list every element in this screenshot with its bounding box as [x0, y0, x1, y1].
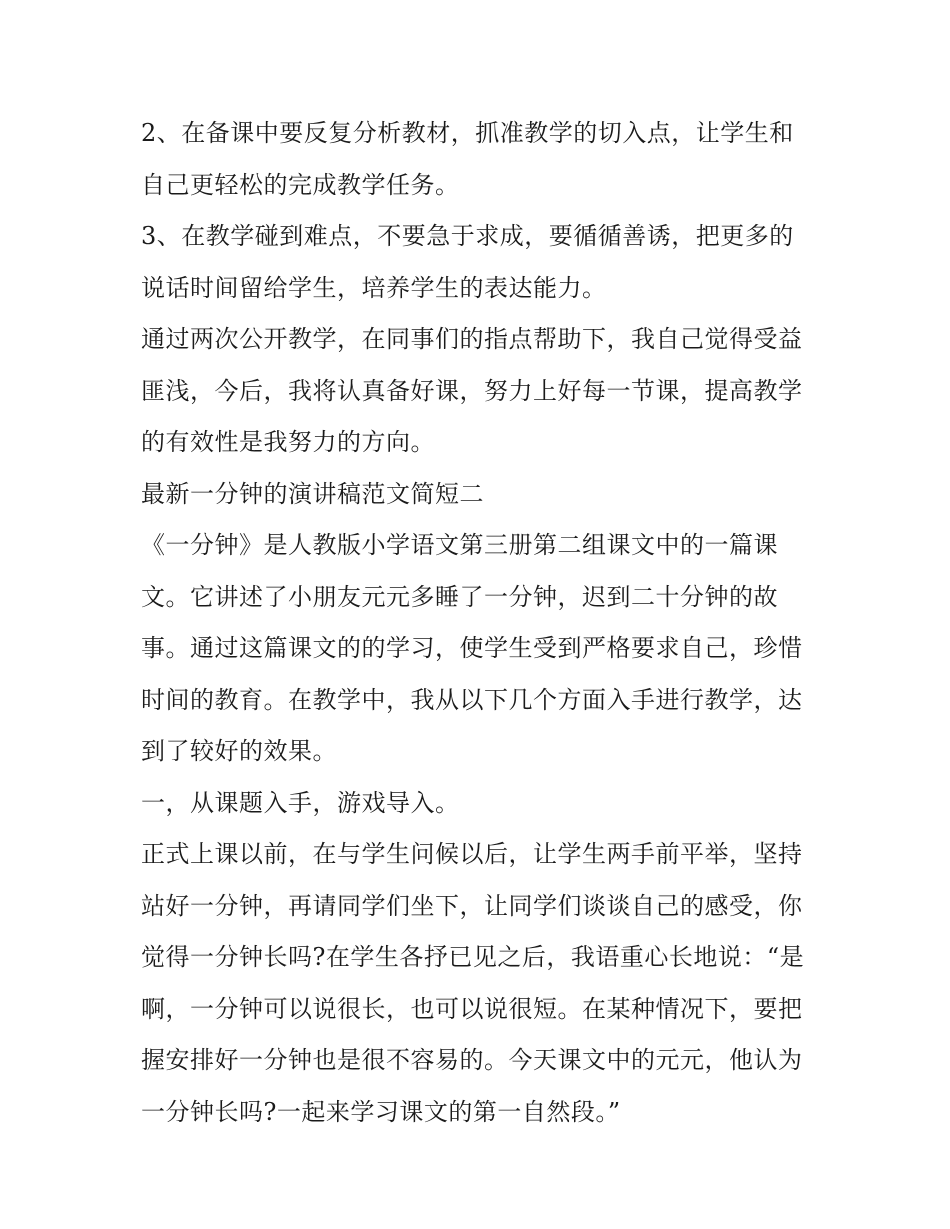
text-line: 通过两次公开教学，在同事们的指点帮助下，我自己觉得受益: [141, 325, 803, 353]
text-line: 《一分钟》是人教版小学语文第三册第二组课文中的一篇课: [141, 531, 778, 559]
text-line: 握安排好一分钟也是很不容易的。今天课文中的元元，他认为: [141, 1046, 803, 1074]
text-line: 站好一分钟，再请同学们坐下，让同学们谈谈自己的感受，你: [141, 891, 803, 920]
text-line: 2、在备课中要反复分析教材，抓准教学的切入点，让学生和: [141, 119, 794, 147]
text-line: 的有效性是我努力的方向。: [141, 428, 435, 456]
text-line: 啊，一分钟可以说很长，也可以说很短。在某种情况下，要把: [141, 994, 803, 1023]
text-line: 说话时间留给学生，培养学生的表达能力。: [141, 273, 607, 302]
text-line: 3、在教学碰到难点，不要急于求成，要循循善诱，把更多的: [141, 222, 794, 250]
text-line: 匪浅，今后，我将认真备好课，努力上好每一节课，提高教学: [141, 376, 803, 405]
section-heading: 最新一分钟的演讲稿范文简短二: [141, 479, 484, 508]
subheading: 一，从课题入手，游戏导入。: [141, 788, 460, 817]
text-line: 到了较好的效果。: [141, 737, 337, 765]
text-line: 一分钟长吗?一起来学习课文的第一自然段。”: [141, 1097, 621, 1126]
text-line: 觉得一分钟长吗?在学生各抒已见之后，我语重心长地说：“是: [141, 943, 805, 971]
text-line: 事。通过这篇课文的的学习，使学生受到严格要求自己，珍惜: [141, 634, 803, 662]
document-body: [141, 108, 821, 1138]
text-line: 自己更轻松的完成教学任务。: [141, 170, 460, 199]
text-line: 时间的教育。在教学中，我从以下几个方面入手进行教学，达: [141, 685, 803, 714]
text-line: 文。它讲述了小朋友元元多睡了一分钟，迟到二十分钟的故: [141, 582, 778, 611]
text-line: 正式上课以前，在与学生问候以后，让学生两手前平举，坚持: [141, 840, 803, 868]
